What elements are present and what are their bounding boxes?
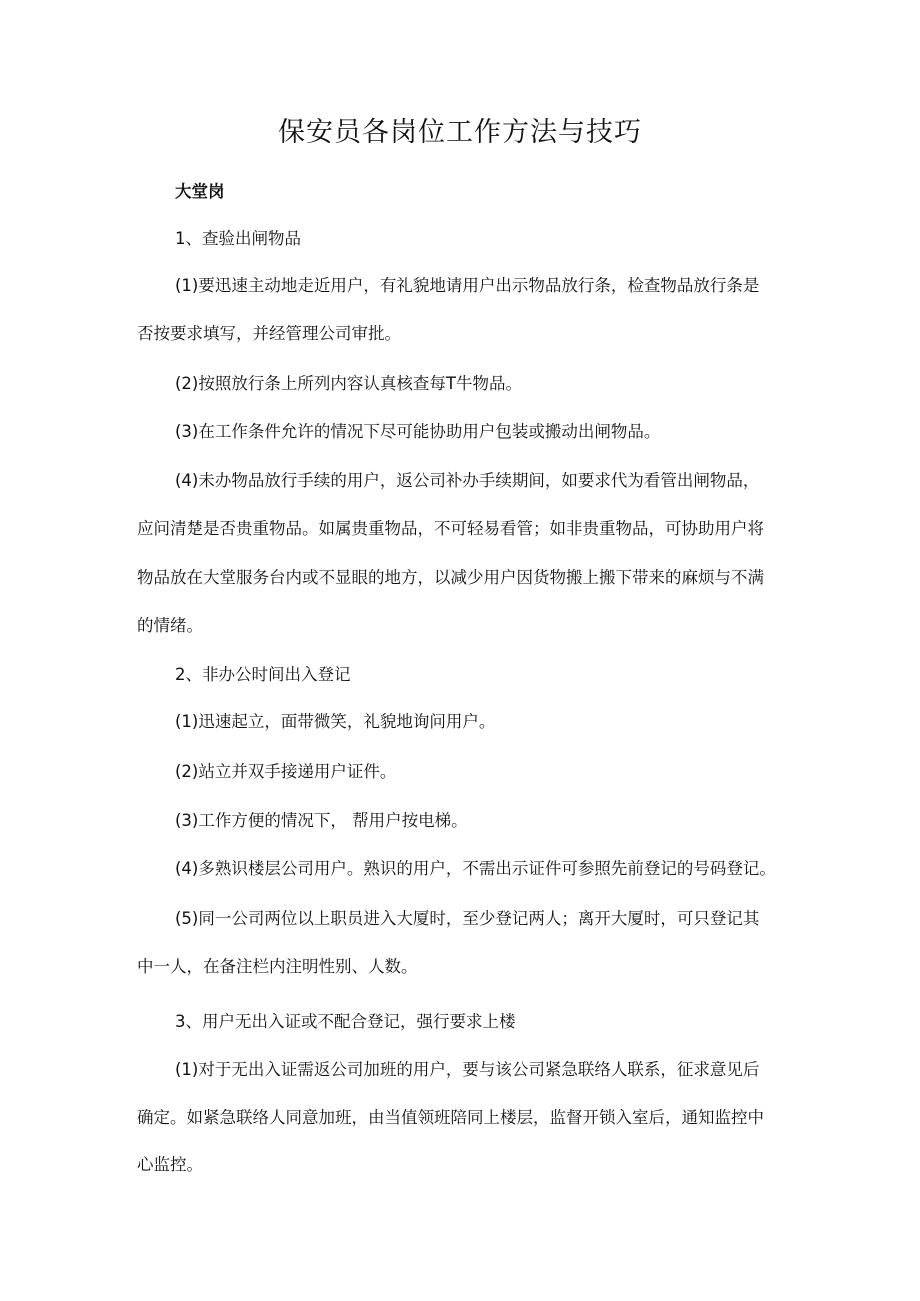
paragraph-line: (3)在工作条件允许的情况下尽可能协助用户包装或搬动出闸物品。 [175, 422, 661, 441]
item-heading-3: 3、用户无出入证或不配合登记，强行要求上楼 [175, 1012, 516, 1031]
paragraph-line: (1)对于无出入证需返公司加班的用户，要与该公司紧急联络人联系，征求意见后 [175, 1060, 760, 1079]
paragraph-line: 心监控。 [137, 1155, 203, 1174]
paragraph-line: (4)多熟识楼层公司用户。熟识的用户，不需出示证件可参照先前登记的号码登记。 [175, 859, 776, 878]
paragraph-line: (3)工作方便的情况下， 帮用户按电梯。 [175, 811, 468, 830]
paragraph-line: (5)同一公司两位以上职员进入大厦时，至少登记两人；离开大厦时，可只登记其 [175, 909, 760, 928]
paragraph-line: 中一人，在备注栏内注明性别、人数。 [137, 957, 418, 976]
paragraph-line: (1)迅速起立，面带微笑，礼貌地询问用户。 [175, 712, 496, 731]
section-heading: 大堂岗 [175, 182, 225, 201]
item-heading-2: 2、非办公时间出入登记 [175, 665, 351, 684]
paragraph-line: 物品放在大堂服务台内或不显眼的地方，以减少用户因货物搬上搬下带来的麻烦与不满 [137, 568, 764, 587]
item-heading-1: 1、查验出闸物品 [175, 229, 301, 248]
paragraph-line: 的情绪。 [137, 616, 203, 635]
document-title: 保安员各岗位工作方法与技巧 [278, 117, 642, 148]
paragraph-line: (2)按照放行条上所列内容认真核查每T牛物品。 [175, 374, 522, 393]
paragraph-line: 应问清楚是否贵重物品。如属贵重物品，不可轻易看管；如非贵重物品，可协助用户将 [137, 519, 764, 538]
paragraph-line: 否按要求填写，并经管理公司审批。 [137, 324, 401, 343]
paragraph-line: (4)未办物品放行手续的用户，返公司补办手续期间，如要求代为看管出闸物品， [175, 471, 760, 490]
paragraph-line: (1)要迅速主动地走近用户，有礼貌地请用户出示物品放行条，检查物品放行条是 [175, 276, 760, 295]
paragraph-line: (2)站立并双手接递用户证件。 [175, 762, 397, 781]
paragraph-line: 确定。如紧急联络人同意加班，由当值领班陪同上楼层，监督开锁入室后，通知监控中 [137, 1108, 764, 1127]
